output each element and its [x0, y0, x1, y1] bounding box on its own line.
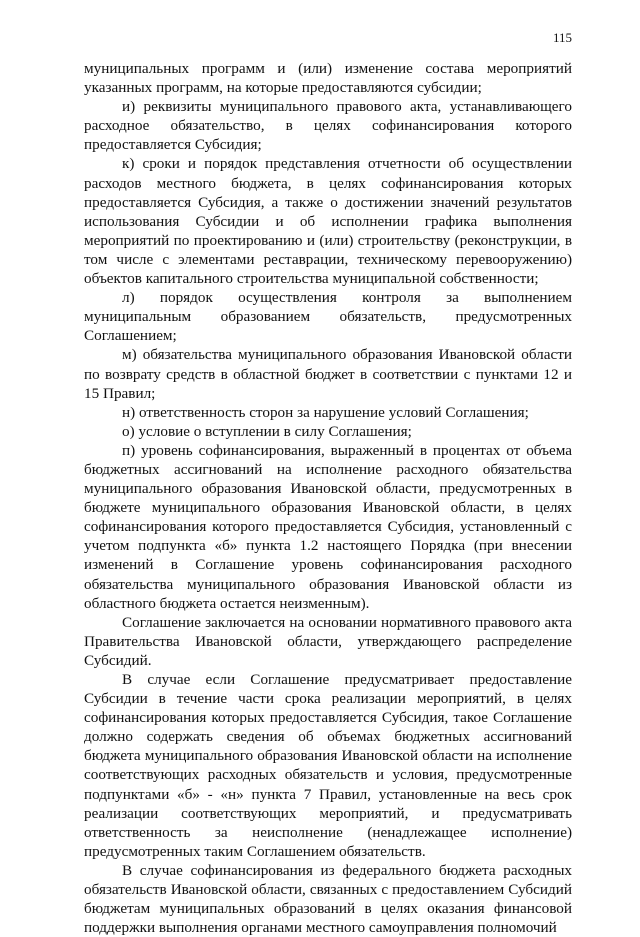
paragraph-federal-cofinancing: В случае софинансирования из федерального бюджета расходных обязательств Ивановской области, связанных с предоставлением Субсидий бюджетам муниципальных образований в целях оказания финансовой поддержки выполнения органами местного самоуправления полномочий	[84, 861, 572, 937]
paragraph-item-k: к) сроки и порядок представления отчетности об осуществлении расходов местного бюджета, в целях софинансирования которых предоставляется Субсидия, а также о достижении значений результатов использования Субсидии и об исполнении графика выполнения мероприятий по проектированию и (или) строительству (реконструкции, в том числе с элементами реставрации, техническому перевооружению) объектов капитального строительства муниципальной собственности;	[84, 155, 572, 288]
paragraph-item-p: п) уровень софинансирования, выраженный в процентах от объема бюджетных ассигнований на исполнение расходного обязательства муниципального образования Ивановской области, предусмотренных в бюджете муниципального образования Ивановской области, в целях софинансирования которого предоставляется Субсидия, установленный с учетом подпункта «б» пункта 1.2 настоящего Порядка (при внесении изменений в Соглашение уровень софинансирования расходного обязательства муниципального образования Ивановской области из областного бюджета остается неизменным).	[84, 441, 572, 612]
paragraph-item-n: н) ответственность сторон за нарушение условий Соглашения;	[122, 403, 529, 421]
paragraph-continuation: муниципальных программ и (или) изменение состава мероприятий указанных программ, на которые предоставляются субсидии;	[84, 60, 572, 97]
page-number: 115	[552, 30, 572, 45]
paragraph-item-o: о) условие о вступлении в силу Соглашения;	[122, 422, 412, 440]
paragraph-item-l: л) порядок осуществления контроля за выполнением муниципальным образованием обязательств, предусмотренных Соглашением;	[84, 289, 572, 345]
document-body	[84, 59, 572, 937]
paragraph-item-i: и) реквизиты муниципального правового акта, устанавливающего расходное обязательство, в целях софинансирования которого предоставляется Субсидия;	[84, 98, 572, 154]
paragraph-partial-term: В случае если Соглашение предусматривает предоставление Субсидии в течение части срока реализации мероприятий, в целях софинансирования которых предоставляется Субсидия, такое Соглашение должно содержать сведения об объемах бюджетных ассигнований бюджета муниципального образования Ивановской области на исполнение соответствующих расходных обязательств и условия, предусмотренные подпунктами «б» - «н» пункта 7 Правил, установленные на весь срок реализации соответствующих мероприятий, и предусматривать ответственность за неисполнение (ненадлежащее исполнение) предусмотренных таким Соглашением обязательств.	[84, 671, 572, 860]
paragraph-item-m: м) обязательства муниципального образования Ивановской области по возврату средств в областной бюджет в соответствии с пунктами 12 и 15 Правил;	[84, 346, 572, 402]
paragraph-agreement-basis: Соглашение заключается на основании нормативного правового акта Правительства Ивановской области, утверждающего распределение Субсидий.	[84, 613, 572, 669]
